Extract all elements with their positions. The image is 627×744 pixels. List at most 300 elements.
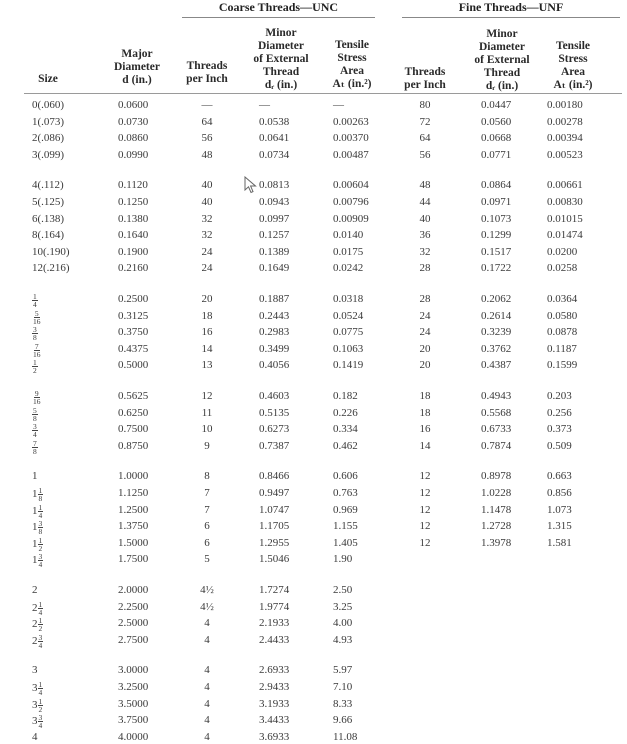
fraction-numerator: 5	[34, 309, 39, 318]
major-diameter-cell: 2.5000	[118, 617, 149, 629]
header-coarse-minor-diameter-line: of External	[253, 53, 309, 65]
coarse-tpi-cell: 10	[201, 423, 213, 435]
coarse-tensile-area-cell: 4.00	[333, 617, 353, 629]
header-size-line: Size	[38, 73, 58, 85]
coarse-tensile-area-cell: 2.50	[333, 584, 353, 596]
coarse-tpi-cell: 56	[201, 132, 213, 144]
coarse-tpi-cell: 18	[201, 310, 213, 322]
coarse-minor-diameter-cell: 3.4433	[259, 714, 290, 726]
coarse-tensile-area-cell: 0.226	[333, 407, 358, 419]
header-rule	[24, 93, 622, 94]
coarse-tpi-cell: 4	[204, 617, 210, 629]
major-diameter-cell: 0.3125	[118, 310, 149, 322]
fine-minor-diameter-cell: 0.3762	[481, 343, 512, 355]
coarse-tensile-area-cell: 0.00370	[333, 132, 369, 144]
fine-tensile-area-cell: 1.581	[547, 537, 572, 549]
coarse-minor-diameter-cell: 1.5046	[259, 553, 290, 565]
coarse-minor-diameter-cell: 0.7387	[259, 440, 290, 452]
size-cell	[32, 634, 43, 649]
fine-tensile-area-cell: 0.0258	[547, 262, 578, 274]
fraction-numerator: 3	[38, 519, 43, 528]
fine-minor-diameter-cell: 0.4943	[481, 390, 512, 402]
coarse-tensile-area-cell: 0.00263	[333, 116, 369, 128]
fine-tensile-area-cell: 0.373	[547, 423, 572, 435]
coarse-tpi-cell: 4½	[200, 601, 214, 613]
size-whole: 1	[32, 538, 38, 551]
fraction-numerator: 1	[38, 536, 43, 545]
size-whole: 1	[32, 488, 38, 501]
size-fraction	[38, 601, 44, 616]
coarse-tpi-cell: 24	[201, 246, 213, 258]
coarse-tensile-area-cell: 0.00604	[333, 179, 369, 191]
coarse-tpi-cell: 40	[201, 179, 213, 191]
coarse-tensile-area-cell: 0.334	[333, 423, 358, 435]
size-fraction	[32, 390, 42, 405]
fraction-denominator: 2	[38, 705, 43, 714]
fine-minor-diameter-cell: 1.1478	[481, 504, 512, 516]
size-fraction	[38, 487, 44, 502]
fraction-denominator: 4	[38, 641, 43, 650]
fine-tpi-cell: 72	[419, 116, 431, 128]
coarse-minor-diameter-cell: 0.1257	[259, 229, 290, 241]
header-coarse-tensile-area	[322, 39, 382, 91]
coarse-tpi-cell: 5	[204, 553, 210, 565]
size-cell	[32, 343, 42, 358]
size-fraction	[38, 634, 44, 649]
size-whole: 2	[32, 635, 38, 648]
header-coarse-tensile-area-line: Area	[339, 65, 365, 77]
major-diameter-cell: 0.2500	[118, 293, 149, 305]
major-diameter-cell: 4.0000	[118, 731, 149, 743]
size-cell	[32, 520, 43, 535]
fraction-denominator: 16	[33, 397, 41, 406]
major-diameter-cell: 1.7500	[118, 553, 149, 565]
coarse-tpi-cell: 8	[204, 470, 210, 482]
fraction-numerator: 3	[33, 422, 37, 431]
major-diameter-cell: 0.8750	[118, 440, 149, 452]
fine-tpi-cell: 24	[419, 326, 431, 338]
fraction-numerator: 3	[38, 552, 43, 561]
coarse-tpi-cell: 6	[204, 537, 210, 549]
major-diameter-cell: 1.5000	[118, 537, 149, 549]
fine-tensile-area-cell: 0.00180	[547, 99, 583, 111]
major-diameter-cell: 1.3750	[118, 520, 149, 532]
coarse-tpi-cell: 4	[204, 634, 210, 646]
header-coarse-tensile-area-line: Aₜ (in.²)	[332, 78, 372, 90]
fine-tensile-area-cell: 0.0878	[547, 326, 578, 338]
coarse-title-rule	[182, 17, 375, 18]
fraction-denominator: 2	[38, 624, 43, 633]
fine-tpi-cell: 36	[419, 229, 431, 241]
size-fraction	[38, 504, 44, 519]
coarse-tpi-cell: 40	[201, 196, 213, 208]
fraction-numerator: 1	[38, 600, 43, 609]
coarse-tpi-cell: 9	[204, 440, 210, 452]
size-fraction	[32, 343, 42, 358]
coarse-minor-diameter-cell: 1.1705	[259, 520, 290, 532]
size-cell	[32, 664, 38, 677]
header-major-diameter-line: Major	[121, 48, 153, 60]
coarse-minor-diameter-cell: 0.0641	[259, 132, 290, 144]
fine-tpi-cell: 12	[419, 470, 431, 482]
coarse-minor-diameter-cell: 3.1933	[259, 698, 290, 710]
fine-tpi-cell: 32	[419, 246, 431, 258]
fraction-numerator: 1	[38, 486, 43, 495]
fine-tpi-cell: 44	[419, 196, 431, 208]
size-fraction	[32, 423, 38, 438]
fraction-denominator: 4	[38, 721, 43, 730]
fine-tensile-area-cell: 0.0580	[547, 310, 578, 322]
major-diameter-cell: 3.7500	[118, 714, 149, 726]
coarse-tensile-area-cell: 0.1063	[333, 343, 364, 355]
fine-title-rule	[402, 17, 620, 18]
coarse-minor-diameter-cell: 0.0997	[259, 213, 290, 225]
fine-tpi-cell: 80	[419, 99, 431, 111]
major-diameter-cell: 0.2160	[118, 262, 149, 274]
major-diameter-cell: 2.7500	[118, 634, 149, 646]
size-cell: 6(.138)	[32, 213, 65, 225]
fine-tensile-area-cell: 0.856	[547, 487, 572, 499]
header-fine-minor-diameter-line: dᵣ (in.)	[485, 80, 519, 92]
fine-tensile-area-cell: 0.1187	[547, 343, 577, 355]
size-cell	[32, 553, 43, 568]
fine-minor-diameter-cell: 0.1073	[481, 213, 512, 225]
size-cell	[32, 293, 38, 308]
major-diameter-cell: 0.4375	[118, 343, 149, 355]
size-cell	[32, 487, 43, 502]
coarse-tensile-area-cell: 8.33	[333, 698, 353, 710]
coarse-tensile-area-cell: 11.08	[333, 731, 358, 743]
coarse-tpi-cell: 48	[201, 149, 213, 161]
coarse-tpi-cell: 64	[201, 116, 213, 128]
size-fraction	[32, 440, 38, 455]
coarse-minor-diameter-cell: 0.1887	[259, 293, 290, 305]
coarse-tensile-area-cell: 0.0524	[333, 310, 364, 322]
coarse-tensile-area-cell: 1.405	[333, 537, 358, 549]
mouse-cursor-icon	[244, 176, 258, 194]
header-fine-minor-diameter-line: Thread	[483, 67, 521, 79]
size-fraction	[38, 714, 44, 729]
fraction-denominator: 8	[33, 447, 37, 456]
size-whole: 2	[32, 602, 38, 615]
major-diameter-cell: 1.0000	[118, 470, 149, 482]
size-cell: 5(.125)	[32, 196, 65, 208]
fine-tensile-area-cell: 0.01474	[547, 229, 583, 241]
major-diameter-cell: 0.0990	[118, 149, 149, 161]
coarse-tpi-cell: 13	[201, 359, 213, 371]
coarse-tpi-cell: 7	[204, 504, 210, 516]
fine-minor-diameter-cell: 1.0228	[481, 487, 512, 499]
major-diameter-cell: 0.0600	[118, 99, 149, 111]
coarse-tensile-area-cell: 7.10	[333, 681, 353, 693]
size-cell: 4(.112)	[32, 179, 64, 191]
coarse-minor-diameter-cell: 0.2983	[259, 326, 290, 338]
coarse-minor-diameter-cell: 0.9497	[259, 487, 290, 499]
fraction-denominator: 8	[38, 494, 43, 503]
size-cell: 10(.190)	[32, 246, 70, 258]
size-fraction	[38, 537, 44, 552]
fraction-denominator: 16	[33, 350, 41, 359]
fine-tensile-area-cell: 0.00661	[547, 179, 583, 191]
fraction-numerator: 7	[33, 439, 37, 448]
size-cell	[32, 584, 38, 597]
header-coarse-minor-diameter-line: Diameter	[258, 40, 304, 52]
coarse-tensile-area-cell: 0.1419	[333, 359, 364, 371]
fine-minor-diameter-cell: 0.1722	[481, 262, 512, 274]
major-diameter-cell: 0.0730	[118, 116, 149, 128]
fine-tensile-area-cell: 1.315	[547, 520, 572, 532]
size-cell	[32, 504, 43, 519]
coarse-tensile-area-cell: 1.155	[333, 520, 358, 532]
size-fraction	[38, 698, 44, 713]
fine-minor-diameter-cell: 0.5568	[481, 407, 512, 419]
header-major-diameter-line: Diameter	[114, 61, 160, 73]
fine-tpi-cell: 20	[419, 359, 431, 371]
header-coarse-minor-diameter-line: Thread	[262, 66, 300, 78]
size-cell: 3(.099)	[32, 149, 65, 161]
fine-minor-diameter-cell: 0.0971	[481, 196, 512, 208]
header-coarse-minor-diameter-line: dᵣ (in.)	[264, 79, 298, 91]
header-coarse-tensile-area-line: Tensile	[334, 39, 370, 51]
coarse-minor-diameter-cell: 0.4603	[259, 390, 290, 402]
major-diameter-cell: 0.0860	[118, 132, 149, 144]
major-diameter-cell: 0.5625	[118, 390, 149, 402]
size-fraction	[32, 326, 38, 341]
size-whole: 2	[32, 618, 38, 631]
major-diameter-cell: 0.1380	[118, 213, 149, 225]
fine-minor-diameter-cell: 0.3239	[481, 326, 512, 338]
fraction-denominator: 4	[38, 688, 43, 697]
coarse-tensile-area-cell: 0.0175	[333, 246, 364, 258]
fraction-denominator: 8	[33, 333, 37, 342]
size-whole: 3	[32, 715, 38, 728]
fraction-numerator: 3	[33, 325, 37, 334]
fine-tpi-cell: 12	[419, 487, 431, 499]
size-fraction	[32, 359, 38, 374]
size-cell	[32, 423, 38, 438]
coarse-minor-diameter-cell: —	[259, 99, 270, 111]
header-fine-minor-diameter-line: Diameter	[479, 41, 525, 53]
coarse-tpi-cell: —	[201, 99, 213, 111]
major-diameter-cell: 3.2500	[118, 681, 149, 693]
size-fraction	[32, 293, 38, 308]
fine-tensile-area-cell: 0.00830	[547, 196, 583, 208]
coarse-tensile-area-cell: 0.00487	[333, 149, 369, 161]
fine-threads-title: Fine Threads—UNF	[458, 0, 564, 14]
fine-tensile-area-cell: 0.0200	[547, 246, 578, 258]
coarse-tensile-area-cell: 0.606	[333, 470, 358, 482]
coarse-tensile-area-cell: 0.0140	[333, 229, 364, 241]
header-fine-tensile-area-line: Stress	[558, 53, 588, 65]
size-whole: 1	[32, 505, 38, 518]
fraction-numerator: 1	[38, 697, 43, 706]
coarse-tensile-area-cell: 0.0318	[333, 293, 364, 305]
size-cell	[32, 681, 43, 696]
header-coarse-threads-per-inch-line: Threads	[186, 60, 228, 72]
fine-tensile-area-cell: 0.01015	[547, 213, 583, 225]
size-cell: 0(.060)	[32, 99, 65, 111]
fine-minor-diameter-cell: 0.0560	[481, 116, 512, 128]
fine-minor-diameter-cell: 1.3978	[481, 537, 512, 549]
coarse-minor-diameter-cell: 0.6273	[259, 423, 290, 435]
fine-tpi-cell: 12	[419, 504, 431, 516]
header-fine-minor-diameter-line: of External	[474, 54, 530, 66]
header-fine-tensile-area-line: Tensile	[555, 40, 591, 52]
size-whole: 4	[32, 731, 38, 743]
fine-minor-diameter-cell: 0.0864	[481, 179, 512, 191]
fine-minor-diameter-cell: 0.2062	[481, 293, 512, 305]
fine-tpi-cell: 12	[419, 520, 431, 532]
fraction-denominator: 4	[38, 511, 43, 520]
coarse-threads-title: Coarse Threads—UNC	[218, 0, 339, 14]
header-coarse-threads-per-inch	[180, 60, 234, 86]
size-cell: 1(.073)	[32, 116, 65, 128]
header-coarse-minor-diameter-line: Minor	[265, 27, 297, 39]
coarse-minor-diameter-cell: 1.7274	[259, 584, 290, 596]
fine-tpi-cell: 48	[419, 179, 431, 191]
size-whole: 1	[32, 470, 38, 482]
size-fraction	[32, 310, 42, 325]
fine-tensile-area-cell: 0.00523	[547, 149, 583, 161]
coarse-minor-diameter-cell: 0.5135	[259, 407, 290, 419]
header-coarse-threads-per-inch-line: per Inch	[186, 73, 228, 85]
size-fraction	[38, 617, 44, 632]
size-fraction	[38, 520, 44, 535]
coarse-tpi-cell: 4½	[200, 584, 214, 596]
coarse-tensile-area-cell: 5.97	[333, 664, 353, 676]
size-whole: 1	[32, 521, 38, 534]
fraction-denominator: 4	[33, 300, 37, 309]
coarse-minor-diameter-cell: 1.0747	[259, 504, 290, 516]
size-cell	[32, 601, 43, 616]
coarse-tensile-area-cell: 0.182	[333, 390, 358, 402]
fine-tensile-area-cell: 0.509	[547, 440, 572, 452]
size-cell	[32, 440, 38, 455]
major-diameter-cell: 2.0000	[118, 584, 149, 596]
size-cell: 8(.164)	[32, 229, 65, 241]
coarse-minor-diameter-cell: 1.2955	[259, 537, 290, 549]
fine-minor-diameter-cell: 0.1299	[481, 229, 512, 241]
size-fraction	[38, 681, 44, 696]
coarse-tensile-area-cell: 1.90	[333, 553, 353, 565]
coarse-tpi-cell: 4	[204, 714, 210, 726]
coarse-tpi-cell: 32	[201, 229, 213, 241]
fraction-numerator: 1	[33, 292, 37, 301]
coarse-minor-diameter-cell: 0.1649	[259, 262, 290, 274]
size-fraction	[38, 553, 44, 568]
fine-tensile-area-cell: 0.0364	[547, 293, 578, 305]
fine-minor-diameter-cell: 0.0771	[481, 149, 512, 161]
coarse-tpi-cell: 4	[204, 681, 210, 693]
size-cell	[32, 617, 43, 632]
major-diameter-cell: 0.1250	[118, 196, 149, 208]
header-fine-tensile-area-line: Aₜ (in.²)	[553, 79, 593, 91]
size-cell	[32, 470, 38, 483]
fraction-denominator: 2	[33, 366, 37, 375]
coarse-tpi-cell: 24	[201, 262, 213, 274]
fine-tensile-area-cell: 1.073	[547, 504, 572, 516]
major-diameter-cell: 2.2500	[118, 601, 149, 613]
major-diameter-cell: 0.1640	[118, 229, 149, 241]
fraction-denominator: 4	[38, 560, 43, 569]
major-diameter-cell: 0.6250	[118, 407, 149, 419]
header-major-diameter-line: d (in.)	[122, 74, 152, 86]
header-fine-threads-per-inch-line: Threads	[404, 66, 446, 78]
coarse-tpi-cell: 4	[204, 664, 210, 676]
major-diameter-cell: 0.1120	[118, 179, 148, 191]
fraction-denominator: 4	[33, 430, 37, 439]
coarse-tensile-area-cell: 0.763	[333, 487, 358, 499]
fine-minor-diameter-cell: 0.0668	[481, 132, 512, 144]
fine-tensile-area-cell: 0.1599	[547, 359, 578, 371]
coarse-tpi-cell: 11	[201, 407, 213, 419]
major-diameter-cell: 1.2500	[118, 504, 149, 516]
coarse-tpi-cell: 20	[201, 293, 213, 305]
coarse-tpi-cell: 14	[201, 343, 213, 355]
size-whole: 1	[32, 554, 38, 567]
major-diameter-cell: 0.7500	[118, 423, 149, 435]
fine-tpi-cell: 20	[419, 343, 431, 355]
fine-tpi-cell: 14	[419, 440, 431, 452]
fraction-numerator: 3	[38, 713, 43, 722]
coarse-tpi-cell: 12	[201, 390, 213, 402]
fine-minor-diameter-cell: 0.1517	[481, 246, 512, 258]
fine-minor-diameter-cell: 0.0447	[481, 99, 512, 111]
coarse-tpi-cell: 4	[204, 698, 210, 710]
fraction-numerator: 9	[34, 389, 39, 398]
header-major-diameter	[106, 48, 168, 87]
fine-tensile-area-cell: 0.00278	[547, 116, 583, 128]
fine-minor-diameter-cell: 0.2614	[481, 310, 512, 322]
coarse-tensile-area-cell: 0.462	[333, 440, 358, 452]
coarse-minor-diameter-cell: 0.1389	[259, 246, 290, 258]
fraction-numerator: 7	[34, 342, 39, 351]
size-cell	[32, 714, 43, 729]
coarse-minor-diameter-cell: 0.0943	[259, 196, 290, 208]
fine-tpi-cell: 40	[419, 213, 431, 225]
coarse-minor-diameter-cell: 0.0813	[259, 179, 290, 191]
size-cell	[32, 326, 38, 341]
coarse-minor-diameter-cell: 0.4056	[259, 359, 290, 371]
header-fine-threads-per-inch-line: per Inch	[404, 79, 446, 91]
fraction-denominator: 8	[33, 414, 37, 423]
size-cell	[32, 537, 43, 552]
fraction-numerator: 1	[33, 358, 37, 367]
fine-tpi-cell: 18	[419, 390, 431, 402]
header-fine-threads-per-inch	[398, 66, 452, 92]
fraction-numerator: 1	[38, 503, 43, 512]
size-cell	[32, 310, 42, 325]
size-cell	[32, 731, 38, 744]
coarse-tpi-cell: 16	[201, 326, 213, 338]
fine-tpi-cell: 28	[419, 262, 431, 274]
coarse-minor-diameter-cell: 0.8466	[259, 470, 290, 482]
coarse-minor-diameter-cell: 1.9774	[259, 601, 290, 613]
size-whole: 3	[32, 664, 38, 676]
fine-tpi-cell: 16	[419, 423, 431, 435]
fine-minor-diameter-cell: 0.8978	[481, 470, 512, 482]
fraction-numerator: 5	[33, 406, 37, 415]
fine-tensile-area-cell: 0.203	[547, 390, 572, 402]
fraction-numerator: 1	[38, 616, 43, 625]
coarse-tpi-cell: 7	[204, 487, 210, 499]
fraction-denominator: 16	[33, 317, 41, 326]
coarse-tensile-area-cell: 9.66	[333, 714, 353, 726]
size-whole: 2	[32, 584, 38, 596]
size-cell	[32, 390, 42, 405]
size-cell	[32, 407, 38, 422]
fine-minor-diameter-cell: 0.6733	[481, 423, 512, 435]
